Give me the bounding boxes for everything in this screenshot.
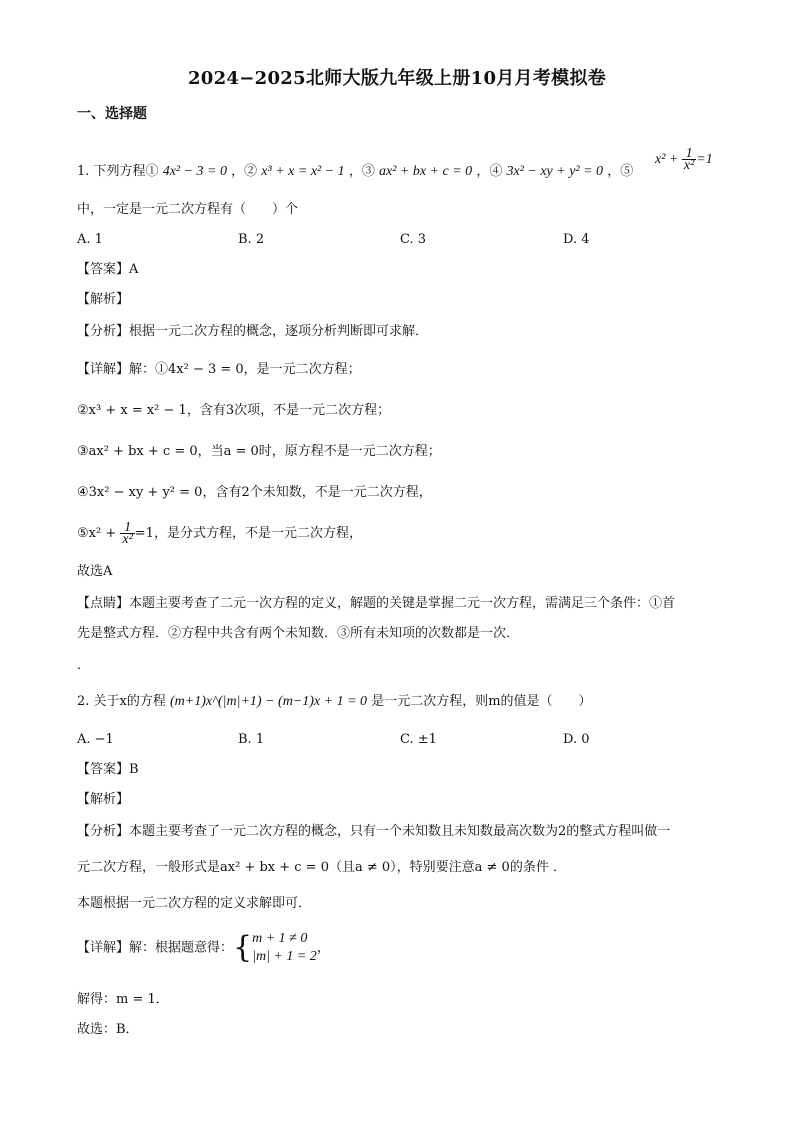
q2-stem-equation: (m+1)x^(|m|+1) − (m−1)x + 1 = 0 xyxy=(170,694,368,709)
q1-trailing-dot: ． xyxy=(77,658,91,673)
q2-option-d: D. 0 xyxy=(563,732,590,747)
q1-eq5 xyxy=(655,148,713,171)
q2-detail-tail: ， xyxy=(316,940,330,956)
q1-option-c: C. 3 xyxy=(400,232,427,247)
q1-detail-2: ②x³ + x = x² − 1，含有3次项，不是一元二次方程； xyxy=(77,403,391,418)
q1-prefix: 1. 下列方程① xyxy=(77,164,159,179)
q1-option-b: B. 2 xyxy=(238,232,265,247)
q1-sep4: ，⑤ xyxy=(607,164,634,179)
q1-detail-5-pre: ⑤x² + xyxy=(77,526,121,541)
q2-detail xyxy=(77,930,330,967)
q2-stem-post: 是一元二次方程，则m的值是（ ） xyxy=(371,694,592,709)
q1-dianjing-line2: 先是整式方程．②方程中共含有两个未知数．③所有未知项的次数都是一次． xyxy=(77,626,520,641)
q2-analysis-label: 【解析】 xyxy=(77,792,130,807)
q2-solve: 解得：m = 1． xyxy=(77,992,169,1007)
q1-dianjing-line1: 【点睛】本题主要考查了二元一次方程的定义，解题的关键是掌握二元一次方程，需满足三个条件：①首 xyxy=(77,596,676,611)
q1-detail-5-fraction xyxy=(120,522,134,545)
page-title: 2024−2025北师大版九年级上册10月月考模拟卷 xyxy=(187,68,607,89)
q1-sep3: ，④ xyxy=(476,164,503,179)
system-row-1: m + 1 ≠ 0 xyxy=(252,931,308,946)
q1-answer: 【答案】A xyxy=(77,262,139,277)
q1-stem-line2: 中，一定是一元二次方程有（ ）个 xyxy=(77,202,299,217)
q1-conclusion: 故选A xyxy=(77,564,113,579)
q2-fenxi-line3: 本题根据一元二次方程的定义求解即可． xyxy=(77,896,312,911)
q1-detail-5-denominator: x² xyxy=(122,532,133,547)
q1-sep1: ，② xyxy=(231,164,258,179)
q1-eq4: 3x² − xy + y² = 0 xyxy=(506,164,604,179)
q1-eq5-fraction xyxy=(682,148,696,171)
q2-fenxi-line2: 元二次方程，一般形式是ax² + bx + c = 0（且a ≠ 0），特别要注意a ≠ 0的条件 ． xyxy=(77,860,566,875)
q1-eq5-tail: =1 xyxy=(696,152,713,167)
section-heading: 一、选择题 xyxy=(77,106,147,122)
q1-sep2: ，③ xyxy=(348,164,375,179)
system-row-2: |m| + 1 = 2 xyxy=(252,949,317,964)
q1-eq5-lead: x² + xyxy=(655,152,682,167)
q1-detail-1: 【详解】解：①4x² − 3 = 0，是一元二次方程； xyxy=(77,362,361,377)
left-brace-icon: { xyxy=(233,930,253,965)
q2-stem xyxy=(77,692,592,712)
q2-fenxi-line1: 【分析】本题主要考查了一元二次方程的概念，只有一个未知数且未知数最高次数为2的整式方程叫做一 xyxy=(77,824,671,839)
q1-detail-5-post: =1，是分式方程，不是一元二次方程， xyxy=(134,526,362,541)
q1-detail-3: ③ax² + bx + c = 0，当a = 0时，原方程不是一元二次方程； xyxy=(77,444,441,459)
q1-stem-line1 xyxy=(77,162,633,182)
q1-eq5-denominator: x² xyxy=(683,158,695,173)
q1-eq3: ax² + bx + c = 0 xyxy=(378,164,473,179)
q1-detail-5-numerator: 1 xyxy=(120,522,134,534)
q1-detail-4: ④3x² − xy + y² = 0，含有2个未知数，不是一元二次方程， xyxy=(77,485,432,500)
q2-option-c: C. ±1 xyxy=(400,732,437,747)
q1-analysis-label: 【解析】 xyxy=(77,292,130,307)
q1-fenxi: 【分析】根据一元二次方程的概念，逐项分析判断即可求解． xyxy=(77,324,429,339)
q1-option-d: D. 4 xyxy=(563,232,590,247)
q1-eq5-numerator: 1 xyxy=(682,148,696,160)
q2-detail-pre: 【详解】解：根据题意得： xyxy=(77,940,234,956)
q2-option-b: B. 1 xyxy=(238,732,265,747)
q2-option-a: A. −1 xyxy=(77,732,114,747)
q1-detail-5 xyxy=(77,522,362,545)
q2-conclusion: 故选：B． xyxy=(77,1022,139,1037)
q1-eq1: 4x² − 3 = 0 xyxy=(162,164,227,179)
q1-eq2: x³ + x = x² − 1 xyxy=(261,164,345,179)
q2-stem-pre: 2. 关于x的方程 xyxy=(77,694,166,709)
q2-answer: 【答案】B xyxy=(77,762,139,777)
equation-system xyxy=(252,930,317,966)
q1-option-a: A. 1 xyxy=(77,232,103,247)
